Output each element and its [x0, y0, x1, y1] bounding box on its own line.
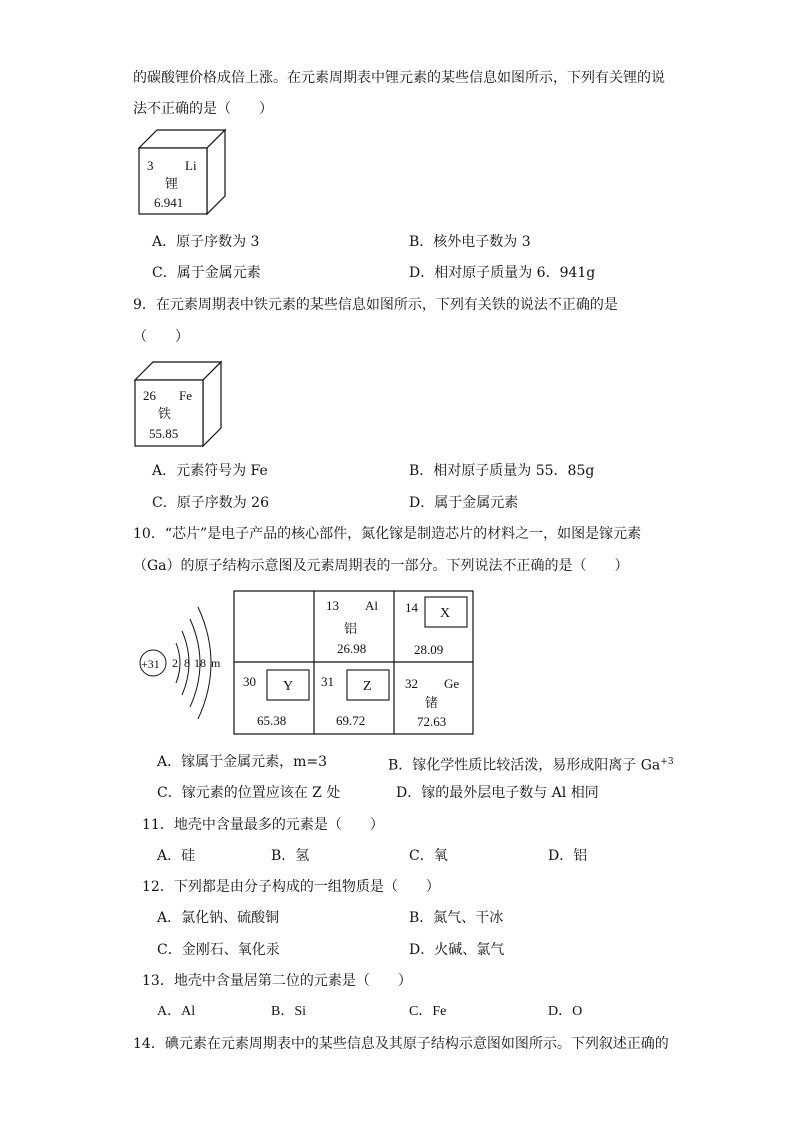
q8-option-d[interactable]: D．相对原子质量为 6．941g — [409, 265, 596, 281]
shell-2-count: 8 — [184, 656, 190, 670]
y-symbol: Y — [283, 679, 294, 694]
q10-option-b-text: B．镓化学性质比较活泼，易形成阳离子 Ga — [388, 757, 661, 774]
q13-option-c[interactable]: C．Fe — [409, 1004, 447, 1019]
q10-option-b-superscript: +3 — [660, 757, 674, 767]
q10-option-a[interactable]: A．镓属于金属元素，m=3 — [157, 754, 328, 770]
q9-option-c[interactable]: C．原子序数为 26 — [152, 495, 269, 511]
q11-option-b[interactable]: B．氢 — [271, 848, 310, 864]
al-atomic-number: 13 — [326, 598, 339, 613]
shell-3-count: 18 — [194, 656, 206, 670]
fe-atomic-number: 26 — [143, 388, 156, 403]
ge-name: 锗 — [425, 695, 439, 710]
q13-option-b[interactable]: B．Si — [271, 1004, 307, 1019]
q8-option-b[interactable]: B．核外电子数为 3 — [409, 234, 531, 250]
q12-option-c[interactable]: C．金刚石、氧化汞 — [157, 942, 280, 958]
q9-option-a[interactable]: A．元素符号为 Fe — [152, 463, 268, 479]
q10-option-b[interactable] — [388, 752, 674, 776]
q8-option-a[interactable]: A．原子序数为 3 — [152, 234, 260, 250]
q12-stem: 12．下列都是由分子构成的一组物质是（ ） — [142, 879, 440, 895]
q9-option-b[interactable]: B．相对原子质量为 55．85g — [409, 463, 595, 479]
x-atomic-number: 14 — [405, 600, 418, 615]
li-atomic-number: 3 — [147, 158, 154, 173]
ge-atomic-number: 32 — [405, 676, 418, 691]
li-symbol: Li — [185, 158, 197, 173]
q12-option-b[interactable]: B．氮气、干冰 — [409, 910, 504, 926]
q12-option-d[interactable]: D．火碱、氯气 — [409, 942, 505, 958]
lithium-element-cell — [137, 128, 229, 218]
shell-1-count: 2 — [172, 656, 178, 670]
q9-stem-line2: （ ） — [133, 329, 189, 345]
ge-mass: 72.63 — [417, 714, 447, 729]
q9-stem-line1: 9．在元素周期表中铁元素的某些信息如图所示，下列有关铁的说法不正确的是 — [133, 297, 618, 313]
z-atomic-number: 31 — [321, 674, 334, 689]
q11-stem: 11．地壳中含量最多的元素是（ ） — [142, 817, 384, 833]
al-mass: 26.98 — [337, 641, 367, 656]
nucleus-charge: +31 — [141, 657, 160, 671]
q13-option-d[interactable]: D．O — [548, 1004, 583, 1019]
z-mass: 69.72 — [336, 713, 366, 728]
fe-mass: 55.85 — [149, 426, 179, 441]
y-atomic-number: 30 — [243, 674, 256, 689]
x-symbol: X — [440, 606, 451, 621]
y-mass: 65.38 — [257, 713, 287, 728]
q13-stem: 13．地壳中含量居第二位的元素是（ ） — [142, 973, 412, 989]
x-mass: 28.09 — [414, 642, 444, 657]
al-name: 铝 — [344, 621, 358, 636]
al-symbol: Al — [365, 598, 378, 613]
q8-stem-line1: 的碳酸锂价格成倍上涨。在元素周期表中锂元素的某些信息如图所示，下列有关锂的说 — [133, 70, 665, 86]
iron-element-cell — [133, 360, 225, 450]
q9-option-d[interactable]: D．属于金属元素 — [409, 495, 519, 511]
q11-option-d[interactable]: D．铝 — [548, 848, 588, 864]
fe-symbol: Fe — [179, 388, 192, 403]
z-symbol: Z — [363, 679, 372, 694]
periodic-table-fragment — [233, 590, 475, 736]
q11-option-c[interactable]: C．氧 — [409, 848, 448, 864]
li-mass: 6.941 — [154, 195, 184, 210]
q10-stem-line2: （Ga）的原子结构示意图及元素周期表的一部分。下列说法不正确的是（ ） — [133, 558, 629, 574]
q11-option-a[interactable]: A．硅 — [157, 848, 196, 864]
shell-4-count: m — [211, 656, 221, 670]
q10-option-c[interactable]: C．镓元素的位置应该在 Z 处 — [157, 785, 341, 801]
q10-stem-line1: 10．“芯片”是电子产品的核心部件，氮化镓是制造芯片的材料之一，如图是镓元素 — [133, 526, 642, 542]
q12-option-a[interactable]: A．氯化钠、硫酸铜 — [157, 910, 280, 926]
q13-option-a[interactable]: A．Al — [157, 1004, 196, 1019]
ge-symbol: Ge — [444, 676, 460, 691]
q8-stem-line2: 法不正确的是（ ） — [133, 101, 273, 117]
fe-name: 铁 — [158, 406, 172, 421]
q8-option-c[interactable]: C．属于金属元素 — [152, 265, 261, 281]
q14-stem-line1: 14．碘元素在元素周期表中的某些信息及其原子结构示意图如图所示。下列叙述正确的 — [133, 1036, 669, 1052]
q10-option-d[interactable]: D．镓的最外层电子数与 Al 相同 — [396, 785, 599, 801]
li-name: 锂 — [165, 176, 179, 191]
gallium-atom-diagram — [132, 595, 232, 735]
